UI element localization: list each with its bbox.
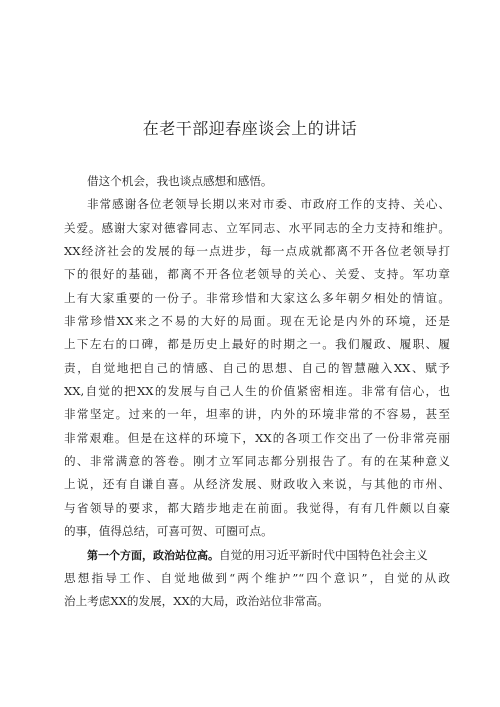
paragraph-line: 上下左右的口碑，都是历史上最好的时期之一。我们履政、履职、履 xyxy=(64,337,450,352)
section-line-text: 自觉的用习近平新时代中国特色社会主义 xyxy=(219,547,428,562)
paragraph-line: 思想指导工作、自觉地做到“两个维护”“四个意识”，自觉的从政 xyxy=(64,570,450,585)
section-lead: 第一个方面，政治站位高。 xyxy=(87,548,219,562)
paragraph-line: 非常艰难。但是在这样的环境下，XX的各项工作交出了一份非常亮丽 xyxy=(64,430,450,445)
paragraph-line: 的、非常满意的答卷。刚才立军同志都分别报告了。有的在某种意义 xyxy=(64,454,450,469)
paragraph-line: 下的很好的基础，都离不开各位老领导的关心、关爱、支持。军功章 xyxy=(64,267,450,282)
paragraph-line: XX经济社会的发展的每一点进步，每一点成就都离不开各位老领导打 xyxy=(64,244,450,259)
paragraph-line: 关爱。感谢大家对德睿同志、立军同志、水平同志的全力支持和维护。 xyxy=(64,220,450,235)
paragraph-line: 借这个机会，我也谈点感想和感悟。 xyxy=(87,174,273,188)
paragraph-line: 非常坚定。过来的一年，坦率的讲，内外的环境非常的不容易，甚至 xyxy=(64,407,450,422)
paragraph-line: 责，自觉地把自己的情感、自己的思想、自己的智慧融入XX、赋予 xyxy=(64,360,450,375)
paragraph-line: 非常珍惜XX来之不易的大好的局面。现在无论是内外的环境，还是 xyxy=(64,314,450,329)
paragraph-line: 非常感谢各位老领导长期以来对市委、市政府工作的支持、关心、 xyxy=(87,197,450,212)
document-title: 在老干部迎春座谈会上的讲话 xyxy=(142,119,358,138)
paragraph-line: 治上考虑XX的发展，XX的大局，政治站位非常高。 xyxy=(64,594,329,609)
paragraph-line: 的事，值得总结，可喜可贺、可圈可点。 xyxy=(64,524,273,539)
paragraph-line: 与省领导的要求，都大踏步地走在前面。我觉得，有有几件颇以自豪 xyxy=(64,500,450,515)
paragraph-line: XX,自觉的把XX的发展与自己人生的价值紧密相连。非常有信心，也 xyxy=(64,384,450,399)
paragraph-line: 上说，还有自谦自喜。从经济发展、财政收入来说，与其他的市州、 xyxy=(64,477,450,492)
document-body xyxy=(64,170,450,614)
paragraph-line: 上有大家重要的一份子。非常珍惜和大家这么多年朝夕相处的情谊。 xyxy=(64,290,450,305)
section-first-line xyxy=(64,544,450,567)
